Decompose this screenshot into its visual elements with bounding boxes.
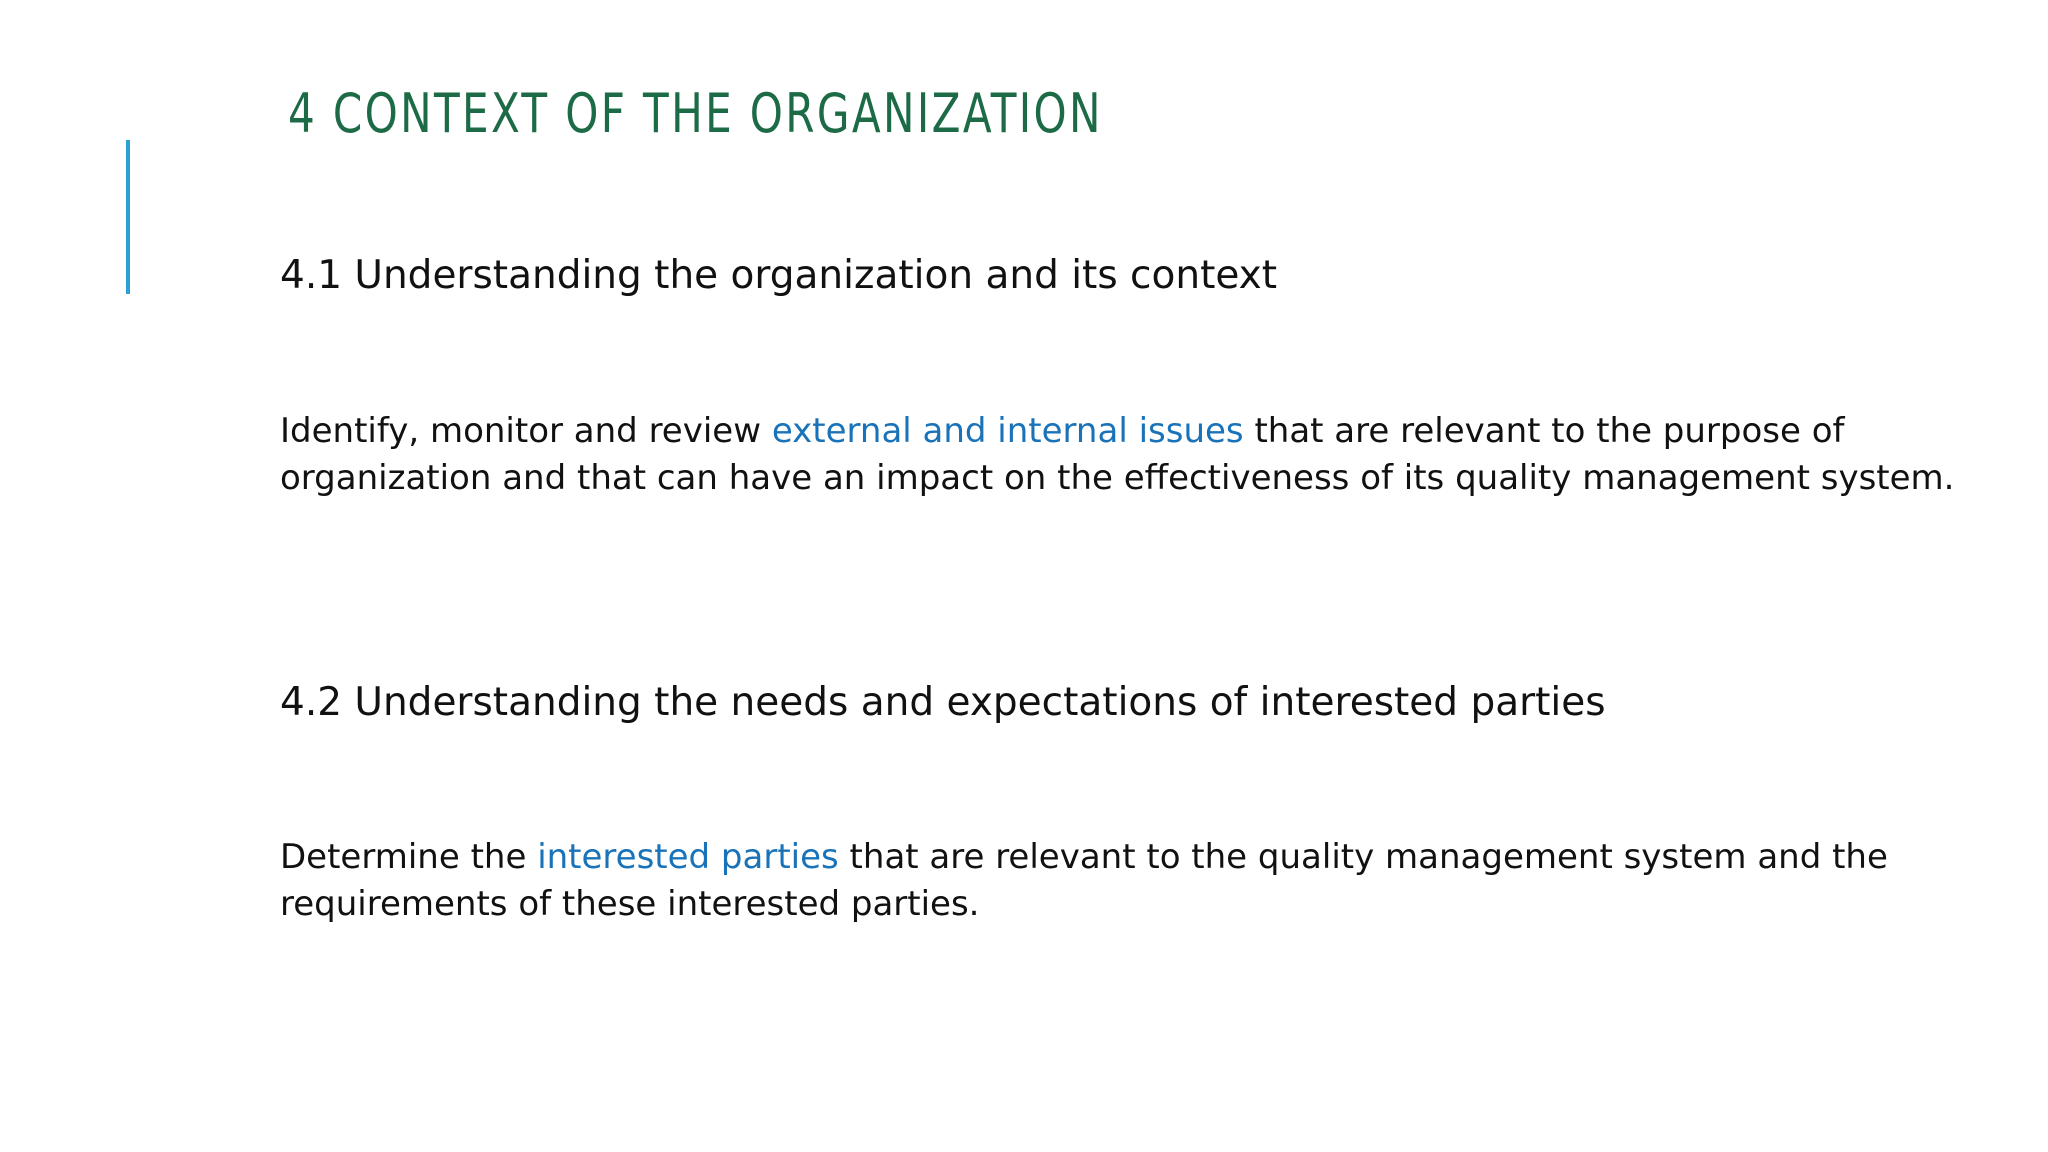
accent-bar — [126, 140, 130, 294]
section-paragraph-4-1 — [280, 408, 1980, 502]
section-heading-4-2: 4.2 Understanding the needs and expectations of interested parties — [280, 680, 1606, 725]
paragraph-text: Determine the — [280, 837, 538, 877]
section-heading-4-1: 4.1 Understanding the organization and its context — [280, 253, 1278, 298]
paragraph-text: that are relevant to the purpose of — [1243, 411, 1845, 451]
paragraph-line: organization and that can have an impact on the effectiveness of its quality management system. — [280, 458, 1955, 498]
highlighted-term: interested parties — [537, 837, 839, 877]
paragraph-line: requirements of these interested parties. — [280, 884, 980, 924]
paragraph-text: that are relevant to the quality management system and the — [838, 837, 1888, 877]
slide-title: 4 CONTEXT OF THE ORGANIZATION — [288, 82, 1103, 145]
highlighted-term: external and internal issues — [771, 411, 1244, 451]
paragraph-line — [280, 408, 1980, 455]
section-paragraph-4-2 — [280, 834, 1980, 928]
paragraph-text: Identify, monitor and review — [280, 411, 772, 451]
paragraph-line — [280, 834, 1980, 881]
